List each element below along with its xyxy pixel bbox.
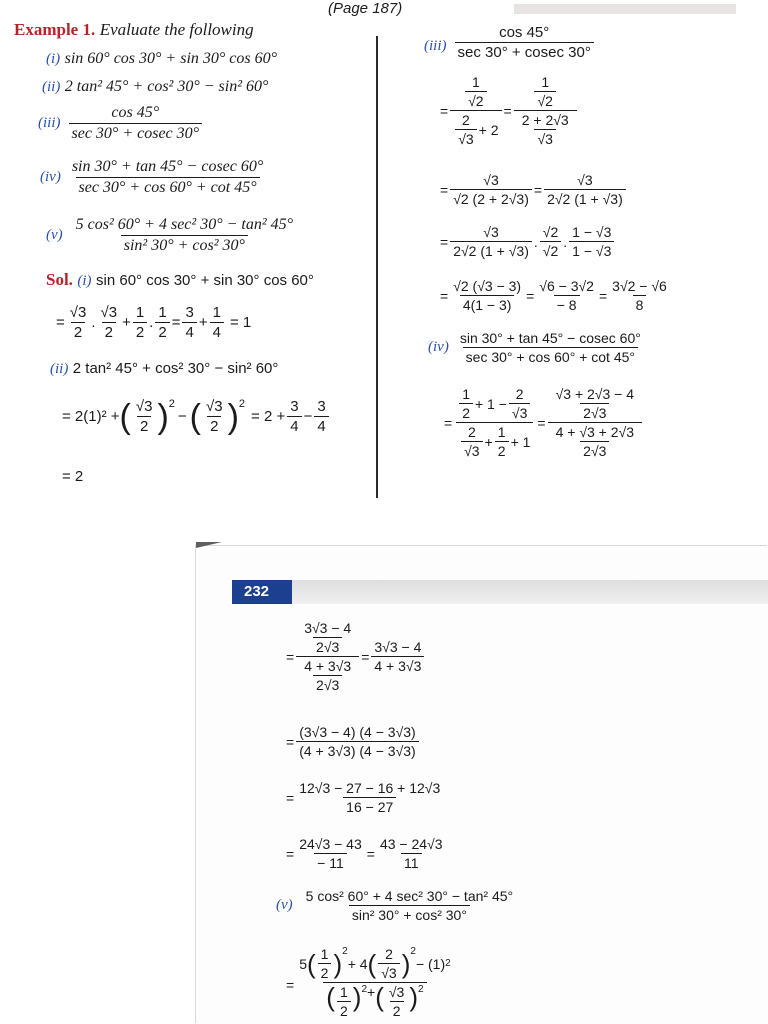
inner-denominator: 2√3 (313, 637, 342, 655)
fraction-denominator: 16 − 27 (343, 797, 396, 815)
solution-iii-step4: = $\frac{√2 (√3 - 3)}{4(1 - 3)}$ = $\frac{√6 - 3√2}{- 8}$ = $\frac{3√2 - √6}{8}$ (440, 278, 667, 314)
fraction-denominator: sec 30° + cosec 30° (69, 123, 203, 143)
bottom-step4: = $\frac{24√3 - 43}{- 11}$ = $\frac{43 - 24√3}{11}$ (286, 836, 448, 871)
page-reference: (Page 187) (328, 0, 403, 17)
example-heading (14, 20, 254, 40)
fraction-numerator: cos 45° (499, 24, 550, 41)
item-number: (i) (46, 51, 61, 67)
item-number: (iv) (428, 339, 449, 356)
scan-strip (514, 4, 736, 14)
bottom-step3: = $\frac{12√3 - 27 - 16 + 12√3}{16 - 27}$ (286, 780, 445, 815)
item-expression: sin 60° cos 30° + sin 30° cos 60° (64, 50, 278, 67)
example-label: Example 1. (14, 20, 96, 39)
item-number: (i) (77, 273, 92, 289)
one: 1 (158, 304, 167, 321)
inner-denominator: 2√3 (313, 675, 342, 693)
item-number: (v) (46, 227, 63, 244)
example-title: Evaluate the following (99, 20, 254, 39)
solution-iii-step3: = $\frac{√3}{2√2 (1 + √3)}$ . $\frac{√2}{√2}$ . $\frac{1 - √3}{1 - √3}$ (440, 224, 616, 259)
page-corner (196, 542, 222, 548)
three: 3 (185, 304, 194, 321)
solution-label: Sol. (46, 270, 73, 289)
two: 2 (133, 322, 147, 341)
solution-iii-step2: = $\frac{√3}{√2 (2 + 2√3)}$ = $\frac{√3}{2√2 (1 + √3)}$ (440, 172, 628, 207)
fraction-denominator: sin² 30° + cos² 30° (121, 235, 248, 255)
two: 2 (102, 322, 116, 341)
two: 2 (71, 322, 85, 341)
result: = 1 (229, 314, 252, 332)
page-number: 232 (232, 580, 292, 604)
fraction-numerator: 5 cos² 60° + 4 sec² 30° − tan² 45° (305, 888, 514, 904)
item-ii (42, 78, 268, 96)
fraction-numerator: cos 45° (111, 104, 160, 121)
solution-iv-step1: = $\frac{1}{2}$ + 1 − $\frac{2}{√3}$ $\frac{2}{√3}$ + $\frac{1}{2}$ + 1 = $\frac{\frac{√3 + 2√3 - 4}{2√3}}{\frac{4 + √3 + 2√3}{2√3}}$ (444, 386, 644, 459)
fraction-denominator: 4 + 3√3 (371, 656, 424, 674)
item-expression: sin 60° cos 30° + sin 30° cos 60° (96, 272, 314, 289)
four: 4 (210, 322, 224, 341)
fraction-numerator: (3√3 − 4) (4 − 3√3) (299, 724, 416, 740)
solution-i-step: = $\frac{√3}{2}$ . $\frac{√3}{2}$ + $\frac{1}{2}$ . $\frac{1}{2}$ = $\frac{3}{4}$ + $\frac{1}{4}$ = 1 (56, 304, 252, 342)
item-v (46, 216, 298, 256)
item-number: (ii) (50, 361, 69, 377)
fraction-numerator: sin 30° + tan 45° − cosec 60° (459, 330, 641, 346)
item-fraction (69, 158, 266, 198)
bottom-v-heading (276, 888, 518, 923)
inner-numerator: 4 + 3√3 (304, 658, 352, 675)
sqrt3: √3 (100, 304, 118, 321)
fraction-denominator: 11 (401, 853, 422, 871)
solution-ii-heading (50, 360, 278, 378)
bottom-step1: = $\frac{\frac{3√3 - 4}{2√3}}{\frac{4 + 3√3}{2√3}}$ = $\frac{3√3 - 4}{4 + 3√3}$ (286, 620, 426, 693)
solution-iii-step1: = $\frac{1}{√2}$ $\frac{2}{√3}$ + 2 = $\frac{\frac{1}{√2}}{\frac{2 + 2√3}{√3}}$ (440, 74, 579, 147)
column-divider (376, 36, 378, 498)
fraction-denominator: sec 30° + cos 60° + cot 45° (463, 347, 638, 365)
solution-iv-heading (428, 330, 646, 365)
item-fraction (69, 104, 203, 144)
fraction-numerator: 43 − 24√3 (379, 836, 443, 852)
step-lead: = 2(1)² + (62, 408, 120, 426)
sqrt3: √3 (69, 304, 87, 321)
fraction-denominator: − 11 (314, 853, 347, 871)
fraction-numerator: 24√3 − 43 (299, 836, 362, 852)
fraction-numerator: 3√3 − 4 (374, 639, 422, 656)
fraction-denominator: sec 30° + cos 60° + cot 45° (76, 177, 260, 197)
fraction-denominator: (4 + 3√3) (4 − 3√3) (296, 741, 419, 759)
item-number: (v) (276, 897, 293, 914)
solution-ii-result: = 2 (62, 468, 84, 485)
inner-numerator: 3√3 − 4 (304, 620, 352, 636)
solution-iii-heading (424, 24, 596, 62)
item-i (46, 50, 277, 68)
step-tail: = 2 + (251, 408, 286, 426)
item-number: (iii) (424, 38, 447, 54)
item-iii (38, 104, 204, 144)
fraction-numerator: sin 30° + tan 45° − cosec 60° (71, 158, 264, 175)
bottom-step2: = $\frac{(3√3 - 4) (4 - 3√3)}{(4 + 3√3) (4 - 3√3)}$ (286, 724, 421, 759)
item-expression: 2 tan² 45° + cos² 30° − sin² 60° (64, 78, 269, 95)
solution-ii-step: = 2(1)² + ( $\frac{√3}{2}$ ) $^2$ − ( $\frac{√3}{2}$ ) $^2$ = 2 + $\frac{3}{4}$ − $\frac{3}{4}$ (62, 398, 331, 436)
item-iv (40, 158, 268, 198)
fraction-numerator: 5 cos² 60° + 4 sec² 30° − tan² 45° (75, 216, 294, 233)
solution-i-heading (46, 270, 314, 290)
fraction-denominator: sec 30° + cosec 30° (455, 42, 594, 61)
item-fraction (73, 216, 296, 256)
fraction-denominator: sin² 30° + cos² 30° (349, 905, 470, 923)
item-number: (iv) (40, 169, 61, 186)
two: 2 (155, 322, 169, 341)
fraction-numerator: 12√3 − 27 − 16 + 12√3 (299, 780, 441, 796)
one: 1 (212, 304, 221, 321)
bottom-v-step1: = 5 ( $\frac{1}{2}$ ) $^2$ + 4 ( $\frac{2}{√3}$ ) $^2$ − (1) 2 ( $\frac{1}{2}$ ) $^2$ + ( $\frac{√3}{2}$ ) $^2$ (286, 946, 456, 1024)
page-header-bar (292, 580, 768, 604)
item-number: (ii) (42, 79, 61, 95)
page-232 (196, 546, 768, 1024)
four: 4 (182, 322, 196, 341)
item-number: (iii) (38, 115, 61, 132)
item-expression: 2 tan² 45° + cos² 30° − sin² 60° (72, 360, 279, 377)
one: 1 (135, 304, 145, 321)
